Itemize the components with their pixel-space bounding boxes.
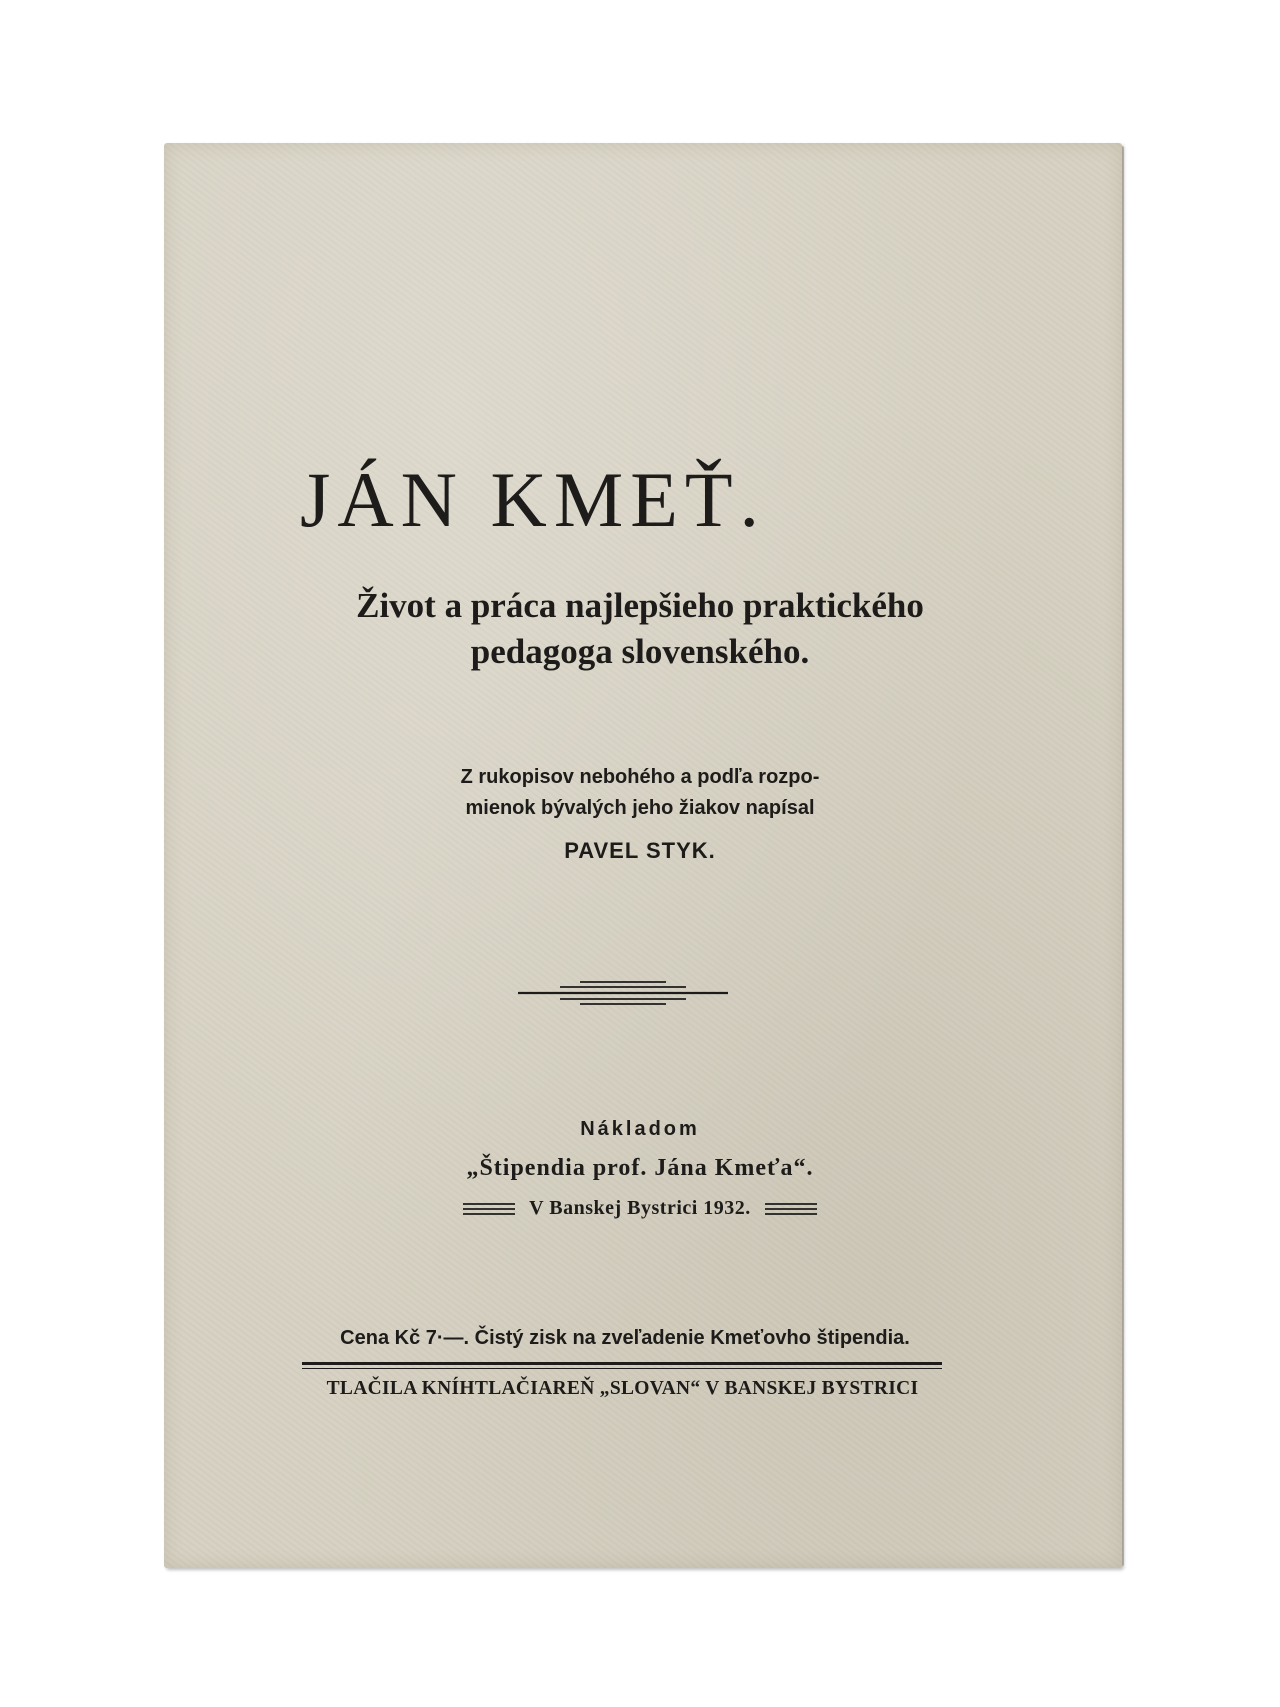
subtitle-line: pedagoga slovenského. bbox=[470, 632, 810, 671]
ornament-lines-left bbox=[463, 1202, 515, 1216]
book-title: JÁN KMEŤ. bbox=[300, 456, 766, 543]
ornament-divider bbox=[518, 978, 728, 1008]
authorship-line: mienok bývalých jeho žiakov napísal bbox=[465, 797, 815, 819]
ornament-lines-right bbox=[765, 1202, 817, 1216]
printer-line: TLAČILA KNÍHTLAČIAREŇ „SLOVAN“ V BANSKEJ BYSTRICI bbox=[326, 1378, 919, 1399]
authorship-line: Z rukopisov nebohého a podľa rozpo- bbox=[460, 766, 820, 788]
publisher-label: Nákladom bbox=[580, 1118, 700, 1140]
place-year-row bbox=[330, 1197, 950, 1220]
subtitle bbox=[300, 583, 980, 675]
author-name: PAVEL STYK. bbox=[564, 838, 716, 863]
publisher-name: „Štipendia prof. Jána Kmeťa“. bbox=[466, 1155, 814, 1181]
subtitle-line: Život a práca najlepšieho praktického bbox=[356, 586, 924, 625]
price-line: Cena Kč 7·—. Čistý zisk na zveľadenie Kmeťovho štipendia. bbox=[340, 1327, 910, 1349]
double-rule bbox=[302, 1362, 942, 1369]
authorship-note bbox=[330, 762, 950, 824]
place-year: V Banskej Bystrici 1932. bbox=[529, 1197, 751, 1219]
